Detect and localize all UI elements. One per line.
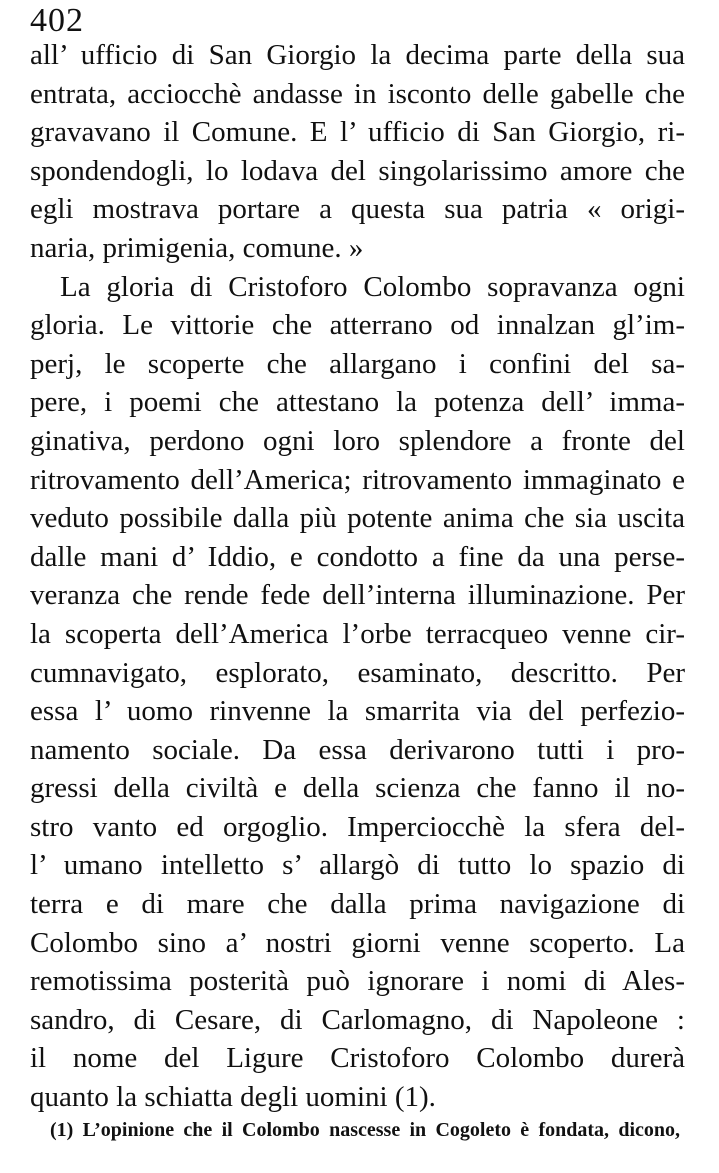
text-line: perj, le scoperte che allargano i confini del sa-	[30, 347, 685, 380]
text-line: veranza che rende fede dell’interna illuminazione. Per	[30, 579, 685, 612]
body-text	[30, 36, 685, 1117]
text-line: quanto la schiatta degli uomini (1).	[30, 1081, 436, 1114]
footnote: (1) L’opinione che il Colombo nascesse in Cogoleto è fondata, dicono,	[50, 1119, 680, 1141]
text-line: naria, primigenia, comune. »	[30, 231, 364, 264]
paragraph-start-line: La gloria di Cristoforo Colombo sopravanza ogni	[60, 270, 685, 303]
text-line: namento sociale. Da essa derivarono tutti i pro-	[30, 733, 685, 766]
text-line: terra e di mare che dalla prima navigazione di	[30, 888, 685, 921]
text-line: ginativa, perdono ogni loro splendore a fronte del	[30, 424, 685, 457]
text-line: veduto possibile dalla più potente anima che sia uscita	[30, 502, 685, 535]
text-line: il nome del Ligure Cristoforo Colombo durerà	[30, 1042, 685, 1075]
text-line: ritrovamento dell’America; ritrovamento immaginato e	[30, 463, 685, 496]
text-line: egli mostrava portare a questa sua patria « origi-	[30, 193, 685, 226]
text-line: essa l’ uomo rinvenne la smarrita via del perfezio-	[30, 695, 685, 728]
text-line: gloria. Le vittorie che atterrano od innalzan gl’im-	[30, 309, 685, 342]
text-line: spondendogli, lo lodava del singolarissimo amore che	[30, 154, 685, 187]
text-line: sandro, di Cesare, di Carlomagno, di Napoleone :	[30, 1003, 685, 1036]
text-line: l’ umano intelletto s’ allargò di tutto lo spazio di	[30, 849, 685, 882]
text-line: cumnavigato, esplorato, esaminato, descritto. Per	[30, 656, 685, 689]
page-number: 402	[30, 2, 84, 39]
text-line: Colombo sino a’ nostri giorni venne scoperto. La	[30, 926, 685, 959]
text-line: la scoperta dell’America l’orbe terracqueo venne cir-	[30, 617, 685, 650]
text-line: gressi della civiltà e della scienza che fanno il no-	[30, 772, 685, 805]
text-line: pere, i poemi che attestano la potenza dell’ imma-	[30, 386, 685, 419]
text-line: dalle mani d’ Iddio, e condotto a fine da una perse-	[30, 540, 685, 573]
text-line: stro vanto ed orgoglio. Imperciocchè la sfera del-	[30, 810, 685, 843]
text-line: all’ ufficio di San Giorgio la decima parte della sua	[30, 39, 685, 71]
text-line: entrata, acciocchè andasse in isconto delle gabelle che	[30, 77, 685, 110]
text-line: gravavano il Comune. E l’ ufficio di San Giorgio, ri-	[30, 116, 685, 149]
text-line: remotissima posterità può ignorare i nomi di Ales-	[30, 965, 685, 998]
